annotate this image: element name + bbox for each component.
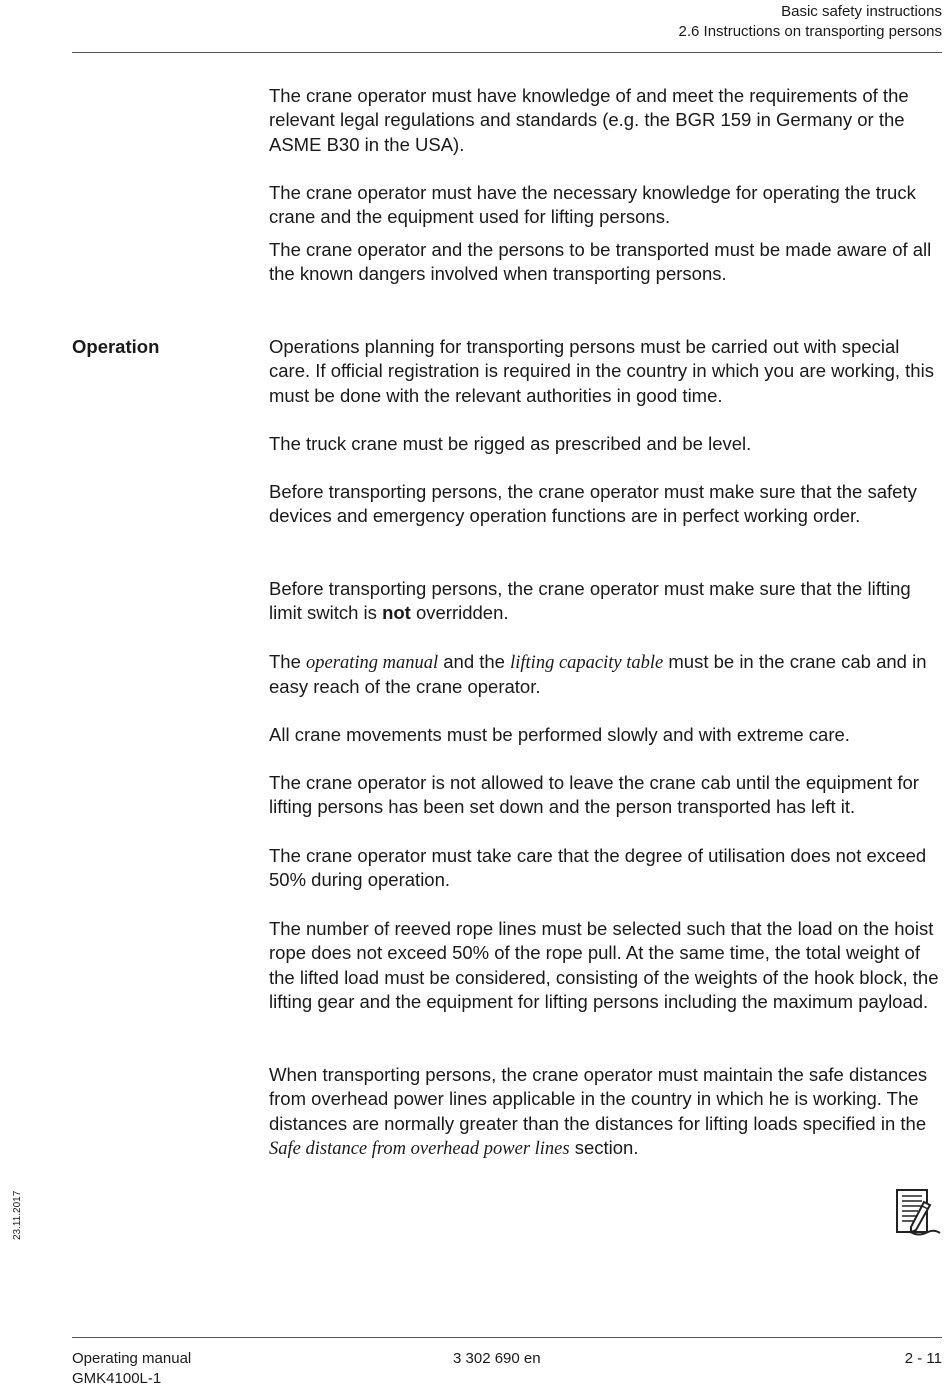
header-rule — [72, 52, 942, 53]
footer-doc-number: 3 302 690 en — [453, 1350, 541, 1367]
page-header — [679, 2, 942, 42]
ref-lifting-capacity-table: lifting capacity table — [510, 653, 664, 673]
emphasis-not: not — [382, 602, 411, 624]
header-chapter: Basic safety instructions — [781, 3, 942, 20]
intro-paragraph-2: The crane operator must have the necessary knowledge for operating the truck crane and the equipment used for lifting persons. — [269, 182, 916, 228]
footer-doc-type: Operating manual — [72, 1350, 192, 1367]
header-section: 2.6 Instructions on transporting persons — [678, 23, 942, 40]
ref-safe-distance-section: Safe distance from overhead power lines — [269, 1138, 570, 1159]
note-pencil-icon — [894, 1188, 942, 1238]
operation-paragraph-5: The operating manual and the lifting capacity table must be in the crane cab and in easy reach of the crane operator. — [269, 651, 927, 698]
footer-left — [72, 1349, 191, 1389]
intro-paragraph-3: The crane operator and the persons to be transported must be made aware of all the known dangers involved when transporting persons. — [269, 239, 932, 285]
operation-paragraph-10: When transporting persons, the crane operator must maintain the safe distances from overhead power lines applicable in the country in which he is working. The distances are normally greater than the distances for lifting loads specified in the Safe distance from overhead power lines section. — [269, 1064, 928, 1159]
intro-paragraph-1: The crane operator must have knowledge of and meet the requirements of the relevant legal regulations and standards (e.g. the BGR 159 in Germany or the ASME B30 in the USA). — [269, 85, 909, 155]
footer-rule — [72, 1337, 942, 1338]
operation-paragraph-2: The truck crane must be rigged as prescribed and be level. — [269, 433, 752, 454]
section-label-operation: Operation — [72, 336, 160, 357]
operation-paragraph-3: Before transporting persons, the crane operator must make sure that the safety devices and emergency operation functions are in perfect working order. — [269, 481, 917, 527]
operation-paragraph-9: The number of reeved rope lines must be selected such that the load on the hoist rope does not exceed 50% of the rope pull. At the same time, the total weight of the lifted load must be considered, consisting of the weights of the hook block, the lifting gear and the equipment for lifting persons including the maximum payload. — [269, 918, 939, 1012]
operation-paragraph-4: Before transporting persons, the crane operator must make sure that the lifting limit switch is not overridden. — [269, 578, 911, 624]
operation-paragraph-8: The crane operator must take care that the degree of utilisation does not exceed 50% during operation. — [269, 845, 927, 891]
side-date: 23.11.2017 — [12, 1190, 23, 1240]
operation-paragraph-1: Operations planning for transporting persons must be carried out with special care. If official registration is required in the country in which you are working, this must be done with the relevant authorities in good time. — [269, 336, 934, 406]
operation-paragraph-7: The crane operator is not allowed to leave the crane cab until the equipment for lifting persons has been set down and the person transported has left it. — [269, 772, 919, 818]
operation-paragraph-6: All crane movements must be performed slowly and with extreme care. — [269, 724, 850, 745]
footer-page-number: 2 - 11 — [904, 1350, 942, 1367]
ref-operating-manual: operating manual — [306, 653, 439, 673]
footer-model: GMK4100L-1 — [72, 1370, 162, 1387]
